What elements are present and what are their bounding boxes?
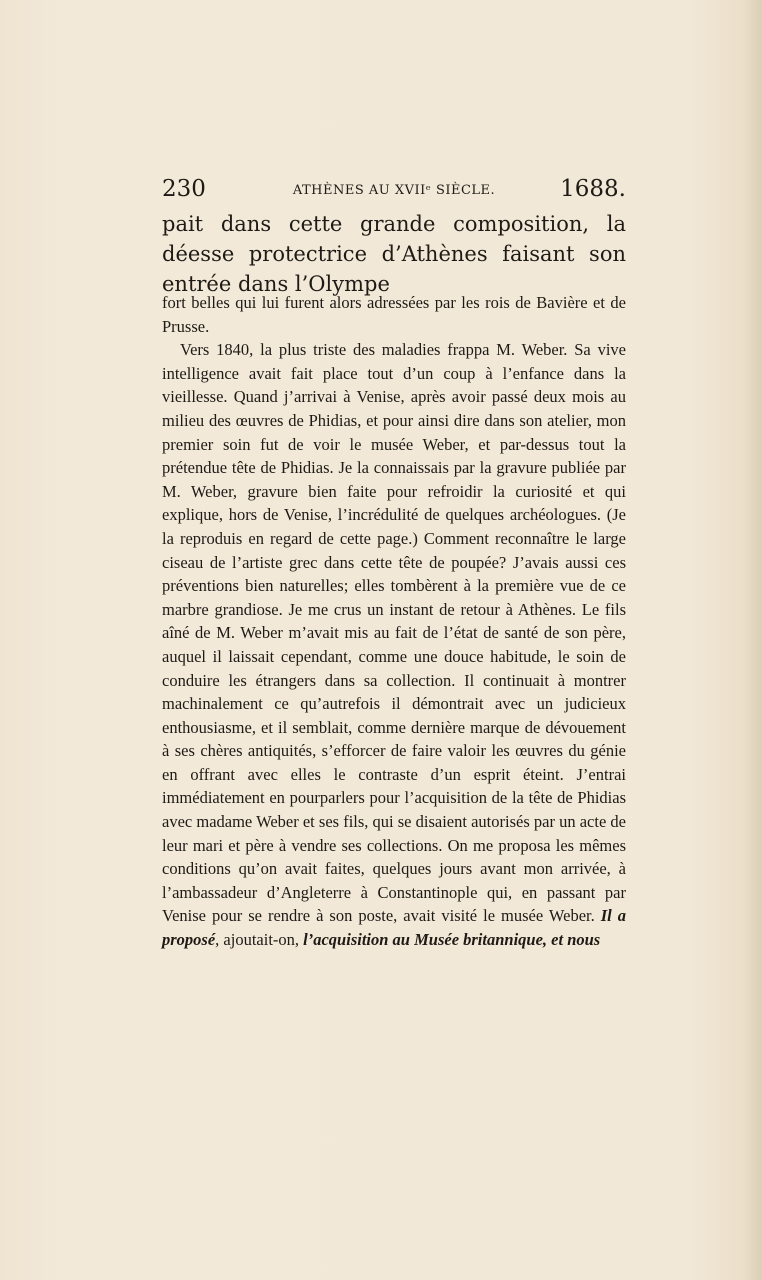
paragraph-1: fort belles qui lui furent alors adressées par les rois de Bavière et de Prusse. (162, 293, 626, 336)
paragraph-2-italic-1: Il a proposé (162, 906, 626, 950)
plate-caption: pait dans cette grande composition, la déesse protectrice d’Athènes faisant son entrée dans l’Olympe (162, 212, 626, 296)
running-head: ATHÈNES AU XVIIᵉ SIÈCLE. (292, 183, 496, 198)
page-header (162, 176, 626, 206)
body-text (162, 291, 626, 952)
paragraph-2-text: Vers 1840, la plus triste des maladies frappa M. Weber. Sa vive intelligence avait fait place tout d’un coup à l’enfance dans la vieillesse. Quand j’arrivai à Venise, après avoir passé deux mois au milieu des œuvres de Phidias, et pour ainsi dire dans son atelier, mon premier soin fut de voir le musée Weber, et par-dessus tout la prétendue tête de Phidias. Je la connaissais par la gravure publiée par M. Weber, gravure bien faite pour refroidir la curiosité et qui explique, hors de Venise, l’incrédulité de quelques archéologues. (Je la reproduis en regard de cette page.) Comment reconnaître le large ciseau de l’artiste grec dans cette tête de poupée? J’avais aussi ces préventions bien naturelles; elles tombèrent à la première vue de ce marbre grandiose. Je me crus un instant de retour à Athènes. Le fils aîné de M. Weber m’avait mis au fait de l’état de santé de son père, auquel il laissait cependant, comme une douce habitude, le soin de conduire les étrangers dans sa collection. Il continuait à montrer machinalement ce qu’autrefois il démontrait avec un judicieux enthousiasme, et il semblait, comme dernière marque de dévouement à ses chères antiquités, s’efforcer de faire valoir les œuvres du génie en offrant avec elles le contraste d’un esprit éteint. J’entrai immédiatement en pourparlers pour l’acquisition de la tête de Phidias avec madame Weber et ses fils, qui se disaient autorisés par un acte de leur mari et père à vendre ses collections. On me proposa les mêmes conditions qu’on avait faites, quelques jours avant mon arrivée, à l’ambassadeur d’Angleterre à Constantinople qui, en passant par Venise pour se rendre à son poste, avait visité le musée Weber. (162, 340, 626, 926)
paragraph-2 (162, 338, 626, 951)
paragraph-2-italic-2: l’acquisition au Musée britannique, et nous (303, 930, 601, 950)
page-edge-shadow (744, 0, 762, 1280)
paragraph-2-mid: , ajoutait-on, (215, 930, 300, 950)
page-number: 230 (162, 176, 206, 202)
running-year: 1688. (560, 176, 626, 202)
